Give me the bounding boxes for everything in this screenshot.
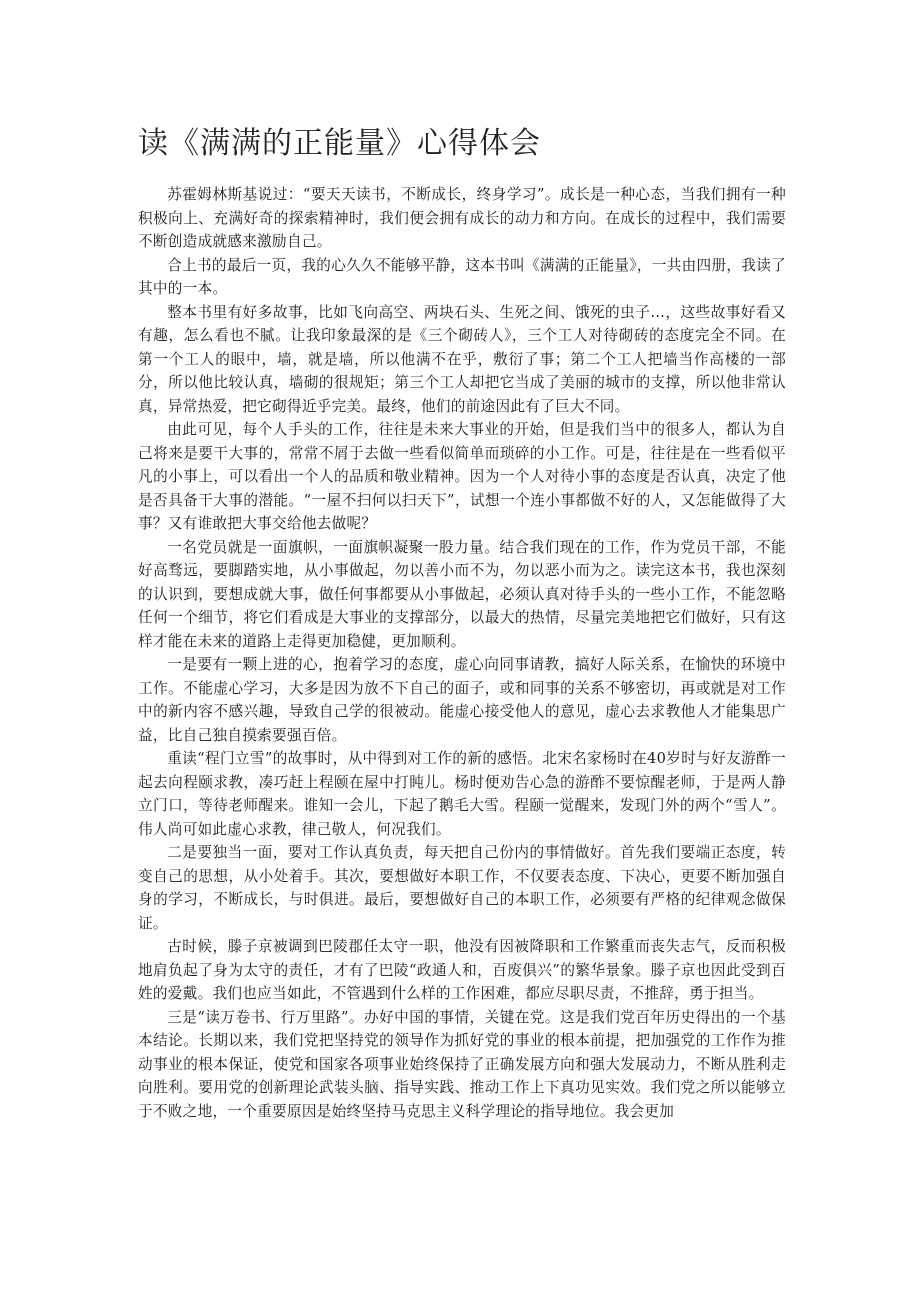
paragraph: 苏霍姆林斯基说过：“要天天读书，不断成长，终身学习”。成长是一种心态，当我们拥有一种积极向上、充满好奇的探索精神时，我们便会拥有成长的动力和方向。在成长的过程中，我们需要不断创造成就感来激励自己。 [138, 186, 786, 250]
paragraph: 一是要有一颗上进的心，抱着学习的态度，虚心向同事请教，搞好人际关系，在愉快的环境中工作。不能虚心学习，大多是因为放不下自己的面子，或和同事的关系不够密切，再或就是对工作中的新内容不感兴趣，导致自己学的很被动。能虚心接受他人的意见，虚心去求教他人才能集思广益，比自己独自摸索要强百倍。 [138, 656, 786, 744]
document-body [138, 183, 786, 1123]
paragraph: 二是要独当一面，要对工作认真负责，每天把自己份内的事情做好。首先我们要端正态度，转变自己的思想，从小处着手。其次，要想做好本职工作，不仅要表态度、下决心，更要不断加强自身的学习，不断成长，与时俱进。最后，要想做好自己的本职工作，必须要有严格的纪律观念做保证。 [138, 844, 786, 932]
document-page [138, 122, 786, 1123]
paragraph: 整本书里有好多故事，比如飞向高空、两块石头、生死之间、饿死的虫子…，这些故事好看又有趣，怎么看也不腻。让我印象最深的是《三个砌砖人》，三个工人对待砌砖的态度完全不同。在第一个工人的眼中，墙，就是墙，所以他满不在乎，敷衍了事；第二个工人把墙当作高楼的一部分，所以他比较认真，墙砌的很规矩；第三个工人却把它当成了美丽的城市的支撑，所以他非常认真，异常热爱，把它砌得近乎完美。最终，他们的前途因此有了巨大不同。 [138, 303, 786, 415]
paragraph: 重读“程门立雪”的故事时，从中得到对工作的新的感悟。北宋名家杨时在40岁时与好友游酢一起去向程颐求教，凑巧赶上程颐在屋中打盹儿。杨时便劝告心急的游酢不要惊醒老师，于是两人静立门口，等待老师醒来。谁知一会儿，下起了鹅毛大雪。程颐一觉醒来，发现门外的两个“雪人”。伟人尚可如此虚心求教，律己敬人，何况我们。 [138, 750, 786, 838]
paragraph: 三是“读万卷书、行万里路”。办好中国的事情，关键在党。这是我们党百年历史得出的一个基本结论。长期以来，我们党把坚持党的领导作为抓好党的事业的根本前提，把加强党的工作作为推动事业的根本保证，使党和国家各项事业始终保持了正确发展方向和强大发展动力，不断从胜利走向胜利。要用党的创新理论武装头脑、指导实践、推动工作上下真功见实效。我们党之所以能够立于不败之地，一个重要原因是始终坚持马克思主义科学理论的指导地位。我会更加 [138, 1008, 786, 1120]
paragraph: 合上书的最后一页，我的心久久不能够平静，这本书叫《满满的正能量》，一共由四册，我读了其中的一本。 [138, 256, 786, 297]
paragraph: 古时候，滕子京被调到巴陵郡任太守一职，他没有因被降职和工作繁重而丧失志气，反而积极地肩负起了身为太守的责任，才有了巴陵“政通人和，百废俱兴”的繁华景象。滕子京也因此受到百姓的爱戴。我们也应当如此，不管遇到什么样的工作困难，都应尽职尽责，不推辞，勇于担当。 [138, 938, 786, 1002]
document-title: 读《满满的正能量》心得体会 [138, 126, 541, 161]
paragraph: 一名党员就是一面旗帜，一面旗帜凝聚一股力量。结合我们现在的工作，作为党员干部，不能好高骛远，要脚踏实地，从小事做起，勿以善小而不为，勿以恶小而为之。读完这本书，我也深刻的认识到，要想成就大事，做任何事都要从小事做起，必须认真对待手头的一些小工作，不能忽略任何一个细节，将它们看成是大事业的支撑部分，以最大的热情，尽量完美地把它们做好，只有这样才能在未来的道路上走得更加稳健，更加顺利。 [138, 538, 786, 650]
paragraph: 由此可见，每个人手头的工作，往往是未来大事业的开始，但是我们当中的很多人，都认为自己将来是要干大事的，常常不屑于去做一些看似简单而琐碎的小工作。可是，往往是在一些看似平凡的小事上，可以看出一个人的品质和敬业精神。因为一个人对待小事的态度是否认真，决定了他是否具备干大事的潜能。“一屋不扫何以扫天下”，试想一个连小事都做不好的人，又怎能做得了大事？又有谁敢把大事交给他去做呢？ [138, 421, 786, 532]
